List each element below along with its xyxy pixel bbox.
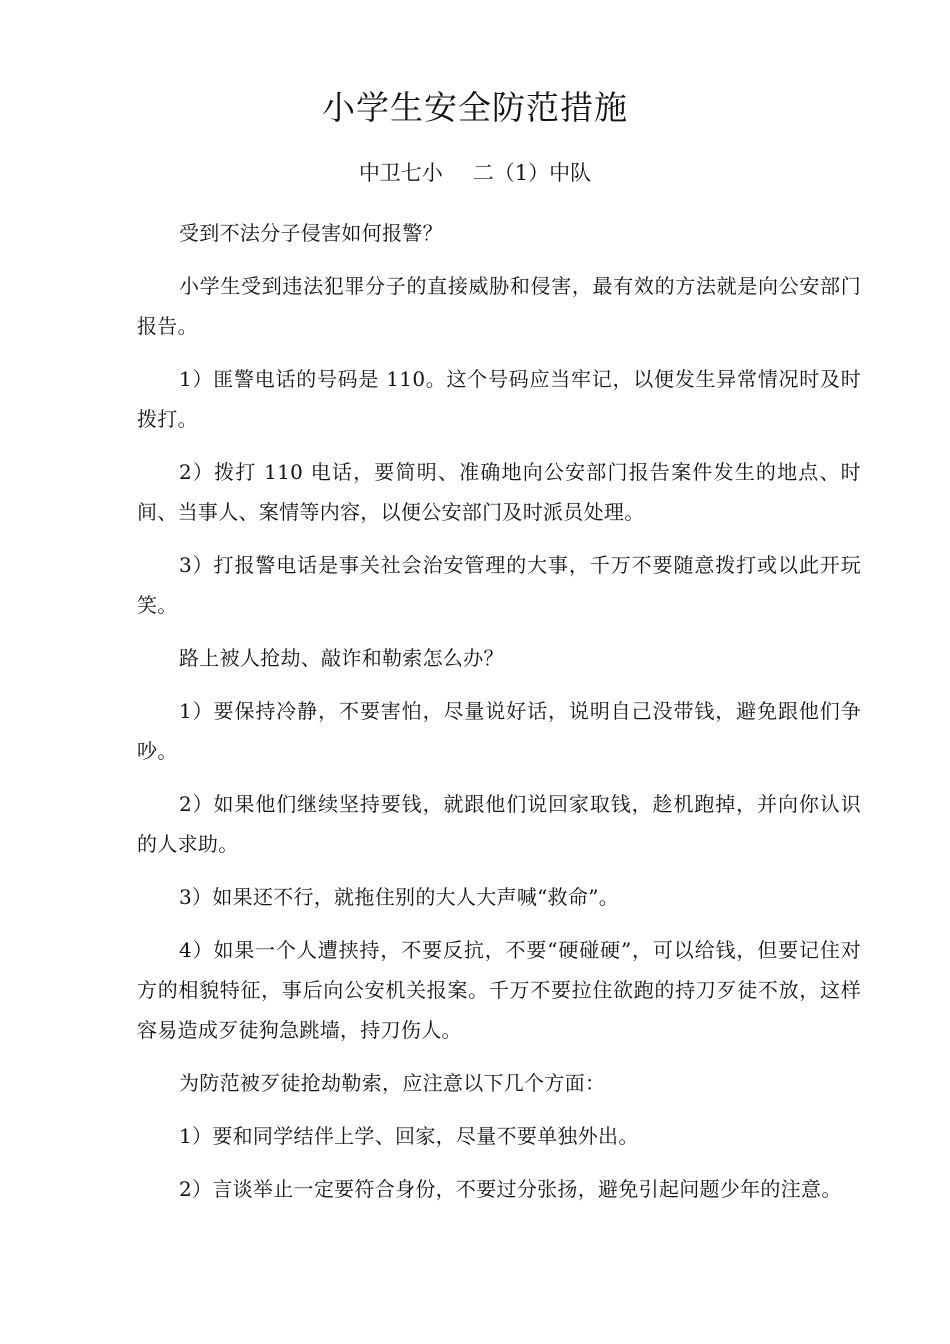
school-name: 中卫七小	[358, 161, 443, 185]
paragraph-prevention-1: 1）要和同学结伴上学、回家，尽量不要单独外出。	[179, 1124, 639, 1148]
paragraph-prevention-2: 2）言谈举止一定要符合身份，不要过分张扬，避免引起问题少年的注意。	[179, 1177, 842, 1201]
paragraph-report-3: 3）打报警电话是事关社会治安管理的大事，千万不要随意拨打或以此开玩笑。	[137, 553, 861, 617]
paragraph-report-2: 2）拨打 110 电话，要简明、准确地向公安部门报告案件发生的地点、时间、当事人、案情等内容，以便公安部门及时派员处理。	[137, 460, 861, 524]
paragraph-robbery-1: 1）要保持冷静，不要害怕，尽量说好话，说明自己没带钱，避免跟他们争吵。	[137, 699, 861, 763]
question-robbery-heading: 路上被人抢劫、敲诈和勒索怎么办？	[179, 646, 504, 670]
question-report-heading: 受到不法分子侵害如何报警？	[179, 221, 443, 245]
class-name: 二（1）中队	[472, 161, 592, 185]
prevention-heading: 为防范被歹徒抢劫勒索，应注意以下几个方面：	[179, 1071, 606, 1095]
paragraph-report-1: 1）匪警电话的号码是 110。这个号码应当牢记，以便发生异常情况时及时拨打。	[137, 367, 861, 431]
paragraph-robbery-2: 2）如果他们继续坚持要钱，就跟他们说回家取钱，趁机跑掉，并向你认识的人求助。	[137, 792, 861, 856]
document-title: 小学生安全防范措施	[322, 88, 628, 127]
paragraph-robbery-4: 4）如果一个人遭挟持，不要反抗，不要“硬碰硬”，可以给钱，但要记住对方的相貌特征，事后向公安机关报案。千万不要拉住欲跑的持刀歹徒不放，这样容易造成歹徒狗急跳墙，持刀伤人。	[137, 938, 861, 1042]
document-subtitle	[0, 158, 950, 188]
paragraph-report-intro: 小学生受到违法犯罪分子的直接威胁和侵害，最有效的方法就是向公安部门报告。	[137, 274, 861, 338]
paragraph-robbery-3: 3）如果还不行，就拖住别的大人大声喊“救命”。	[179, 885, 620, 909]
document-body	[137, 213, 861, 1209]
